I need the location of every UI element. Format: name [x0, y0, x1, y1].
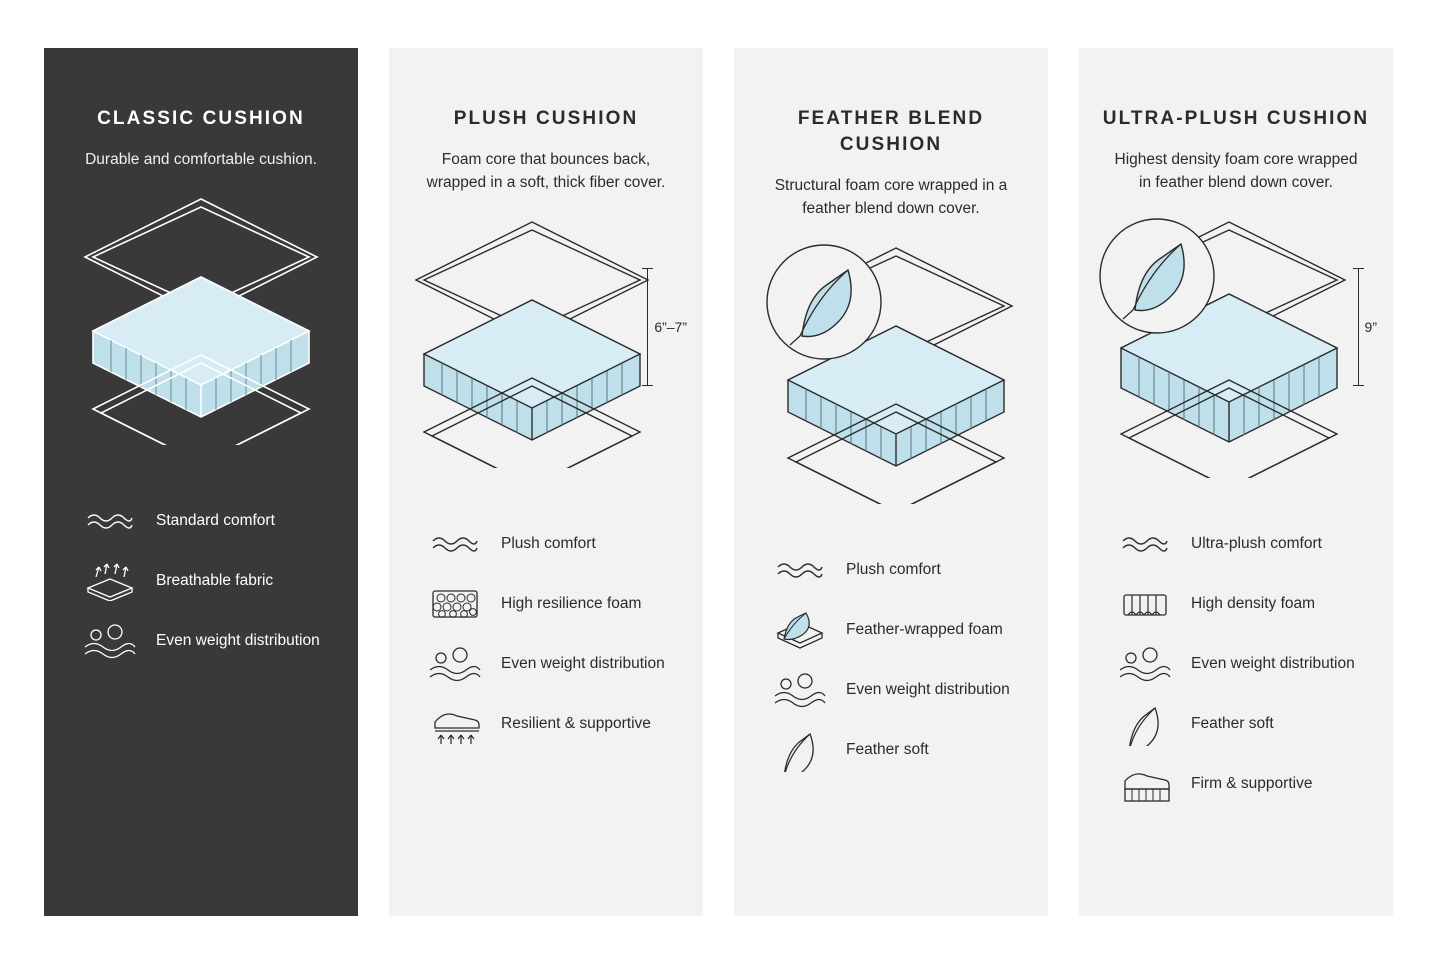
feature-item [82, 491, 332, 551]
feature-item [1117, 694, 1367, 754]
feature-label: Plush comfort [501, 535, 596, 552]
feature-list [389, 514, 703, 754]
card-description: Structural foam core wrapped in a feather blend down cover. [774, 177, 1008, 217]
feature-item [82, 551, 332, 611]
feature-list [1079, 514, 1393, 814]
card-title: CLASSIC CUSHION [97, 108, 305, 129]
even-weight-icon [772, 670, 828, 710]
cushion-card-ultra-plush[interactable] [1079, 48, 1393, 916]
cushion-exploded-illustration [402, 208, 662, 468]
resilient-support-icon [427, 702, 483, 746]
cushion-exploded-illustration [71, 185, 331, 445]
cushion-illustration-wrap [1079, 208, 1393, 508]
firm-support-icon [1117, 763, 1173, 805]
feature-item [427, 694, 677, 754]
feather-icon [1117, 702, 1173, 746]
feature-item [772, 600, 1022, 660]
feature-item [1117, 514, 1367, 574]
feature-label: Standard comfort [156, 512, 275, 529]
dimension-bar [1358, 268, 1359, 386]
even-weight-icon [82, 621, 138, 661]
feature-label: Firm & supportive [1191, 775, 1313, 792]
feature-item [1117, 634, 1367, 694]
honeycomb-foam-icon [427, 585, 483, 623]
feature-label: Feather-wrapped foam [846, 621, 1003, 638]
feature-item [82, 611, 332, 671]
card-description: Durable and comfortable cushion. [85, 151, 317, 168]
feature-label: High resilience foam [501, 595, 642, 612]
cushion-card-plush[interactable] [389, 48, 703, 916]
card-title: ULTRA-PLUSH CUSHION [1102, 108, 1370, 129]
feather-icon [772, 728, 828, 772]
card-title: PLUSH CUSHION [453, 108, 639, 129]
cushion-exploded-illustration [756, 234, 1026, 504]
card-description: Highest density foam core wrapped in feather blend down cover. [1114, 151, 1358, 191]
even-weight-icon [427, 644, 483, 684]
cushion-exploded-illustration [1089, 208, 1359, 478]
feather-badge [767, 245, 881, 359]
breathable-fabric-icon [82, 561, 138, 601]
dimension-label: 9” [1364, 319, 1377, 335]
feature-label: Even weight distribution [1191, 655, 1355, 672]
feature-label: Plush comfort [846, 561, 941, 578]
wave-icon [1117, 533, 1173, 555]
feature-item [427, 574, 677, 634]
feature-list [734, 540, 1048, 780]
cushion-card-feather-blend[interactable] [734, 48, 1048, 916]
feature-item [427, 514, 677, 574]
feature-label: Even weight distribution [846, 681, 1010, 698]
feature-label: Breathable fabric [156, 572, 274, 589]
feature-label: Even weight distribution [156, 632, 320, 649]
feature-item [772, 660, 1022, 720]
dimension-bar [647, 268, 648, 386]
feature-item [1117, 574, 1367, 634]
wave-icon [427, 533, 483, 555]
feature-label: Even weight distribution [501, 655, 665, 672]
feature-label: High density foam [1191, 595, 1316, 612]
feather-wrapped-foam-icon [772, 609, 828, 651]
cushion-illustration-wrap [389, 208, 703, 508]
feature-label: Feather soft [1191, 715, 1274, 732]
high-density-foam-icon [1117, 587, 1173, 621]
even-weight-icon [1117, 644, 1173, 684]
feature-label: Ultra-plush comfort [1191, 535, 1322, 552]
cushion-illustration-wrap [44, 185, 358, 485]
wave-icon [772, 559, 828, 581]
feature-label: Feather soft [846, 741, 929, 758]
card-title: FEATHER BLEND CUSHION [797, 108, 985, 155]
feature-list [44, 491, 358, 671]
dimension-indicator [647, 268, 687, 386]
dimension-indicator [1358, 268, 1377, 386]
cushion-illustration-wrap [734, 234, 1048, 534]
feather-badge [1100, 219, 1214, 333]
feature-item [1117, 754, 1367, 814]
card-description: Foam core that bounces back, wrapped in a soft, thick fiber cover. [426, 151, 666, 191]
wave-icon [82, 510, 138, 532]
feature-label: Resilient & supportive [501, 715, 651, 732]
cushion-card-classic[interactable] [44, 48, 358, 916]
feature-item [772, 720, 1022, 780]
dimension-label: 6”–7” [654, 319, 687, 335]
feature-item [427, 634, 677, 694]
feature-item [772, 540, 1022, 600]
